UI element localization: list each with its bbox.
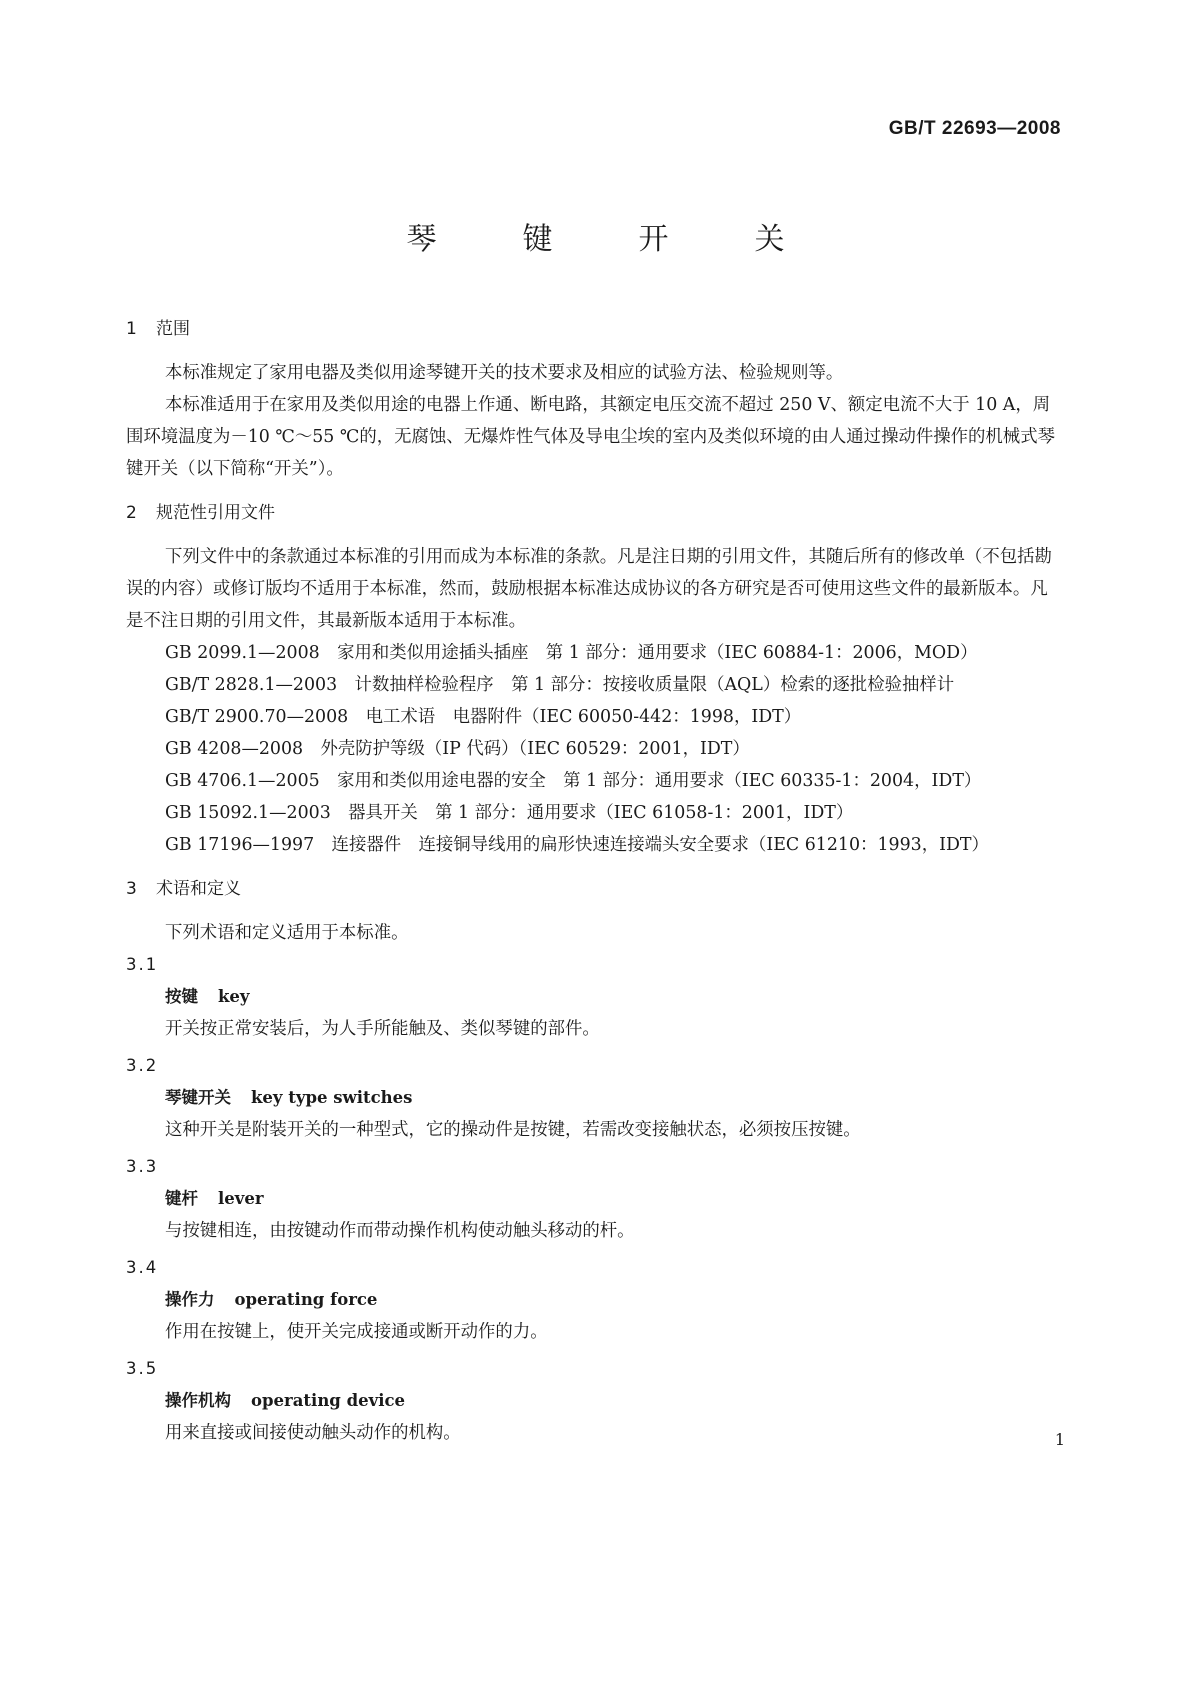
term-entry: [126, 1151, 1064, 1247]
term-definition: 用来直接或间接使动触头动作的机构。: [165, 1423, 461, 1443]
term-entry: [126, 1252, 1064, 1348]
term-zh: 按键: [165, 987, 198, 1006]
term-en: operating force: [234, 1290, 378, 1309]
paragraph: 下列文件中的条款通过本标准的引用而成为本标准的条款。凡是注日期的引用文件，其随后所有的修改单（不包括勘误的内容）或修订版均不适用于本标准，然而，鼓励根据本标准达成协议的各方研究是否可使用这些文件的最新版本。凡是不注日期的引用文件，其最新版本适用于本标准。: [126, 547, 1052, 631]
term-number: 3.1: [126, 955, 159, 974]
term-number: 3.5: [126, 1359, 159, 1378]
section-number: 2: [126, 503, 137, 523]
reference-item: GB 17196—1997 连接器件 连接铜导线用的扁形快速连接端头安全要求（IEC 61210：1993，IDT）: [165, 835, 989, 855]
standard-code: GB/T 22693—2008: [888, 118, 1061, 139]
paragraph: 下列术语和定义适用于本标准。: [165, 923, 409, 943]
section-3-heading: [126, 873, 1064, 905]
reference-item: GB 2099.1—2008 家用和类似用途插头插座 第 1 部分：通用要求（IEC 60884-1：2006，MOD）: [165, 643, 978, 663]
paragraph: 本标准适用于在家用及类似用途的电器上作通、断电路，其额定电压交流不超过 250 V、额定电流不大于 10 A，周围环境温度为－10 ℃～55 ℃的，无腐蚀、无爆炸性气体及导电尘埃的室内及类似环境的由人通过操动件操作的机械式琴键开关（以下简称“开关”）。: [126, 395, 1055, 479]
term-number: 3.3: [126, 1157, 159, 1176]
paragraph: 本标准规定了家用电器及类似用途琴键开关的技术要求及相应的试验方法、检验规则等。: [165, 363, 844, 383]
term-en: key type switches: [251, 1088, 413, 1107]
page-number: 1: [1054, 1430, 1065, 1449]
section-title: 范围: [156, 319, 190, 339]
section-title: 规范性引用文件: [156, 503, 275, 523]
term-definition: 与按键相连，由按键动作而带动操作机构使动触头移动的杆。: [165, 1221, 635, 1241]
term-definition: 这种开关是附装开关的一种型式，它的操动件是按键，若需改变接触状态，必须按压按键。: [165, 1120, 861, 1140]
term-definition: 作用在按键上，使开关完成接通或断开动作的力。: [165, 1322, 548, 1342]
term-number: 3.4: [126, 1258, 159, 1277]
section-number: 3: [126, 879, 137, 899]
term-entry: [126, 1050, 1064, 1146]
reference-item: GB 4706.1—2005 家用和类似用途电器的安全 第 1 部分：通用要求（IEC 60335-1：2004，IDT）: [165, 771, 982, 791]
term-name: [126, 1082, 1064, 1114]
document-body: [126, 313, 1064, 1454]
term-number: 3.2: [126, 1056, 159, 1075]
term-zh: 琴键开关: [165, 1088, 231, 1107]
reference-item: GB/T 2900.70—2008 电工术语 电器附件（IEC 60050-442：1998，IDT）: [165, 707, 802, 727]
term-entry: [126, 1353, 1064, 1449]
term-entry: [126, 949, 1064, 1045]
term-name: [126, 1385, 1064, 1417]
section-title: 术语和定义: [156, 879, 241, 899]
term-definition: 开关按正常安装后，为人手所能触及、类似琴键的部件。: [165, 1019, 600, 1039]
term-name: [126, 1183, 1064, 1215]
reference-item: GB 15092.1—2003 器具开关 第 1 部分：通用要求（IEC 61058-1：2001，IDT）: [165, 803, 854, 823]
section-2-heading: [126, 497, 1064, 529]
section-number: 1: [126, 319, 137, 339]
section-1-heading: [126, 313, 1064, 345]
document-title: 琴 键 开 关: [406, 222, 813, 257]
reference-item: GB 4208—2008 外壳防护等级（IP 代码）（IEC 60529：2001，IDT）: [165, 739, 750, 759]
reference-item: GB/T 2828.1—2003 计数抽样检验程序 第 1 部分：按接收质量限（AQL）检索的逐批检验抽样计: [165, 675, 955, 695]
term-en: lever: [218, 1189, 264, 1208]
term-zh: 操作机构: [165, 1391, 231, 1410]
term-name: [126, 1284, 1064, 1316]
term-name: [126, 981, 1064, 1013]
term-zh: 操作力: [165, 1290, 215, 1309]
term-en: operating device: [251, 1391, 406, 1410]
term-zh: 键杆: [165, 1189, 198, 1208]
term-en: key: [218, 987, 250, 1006]
